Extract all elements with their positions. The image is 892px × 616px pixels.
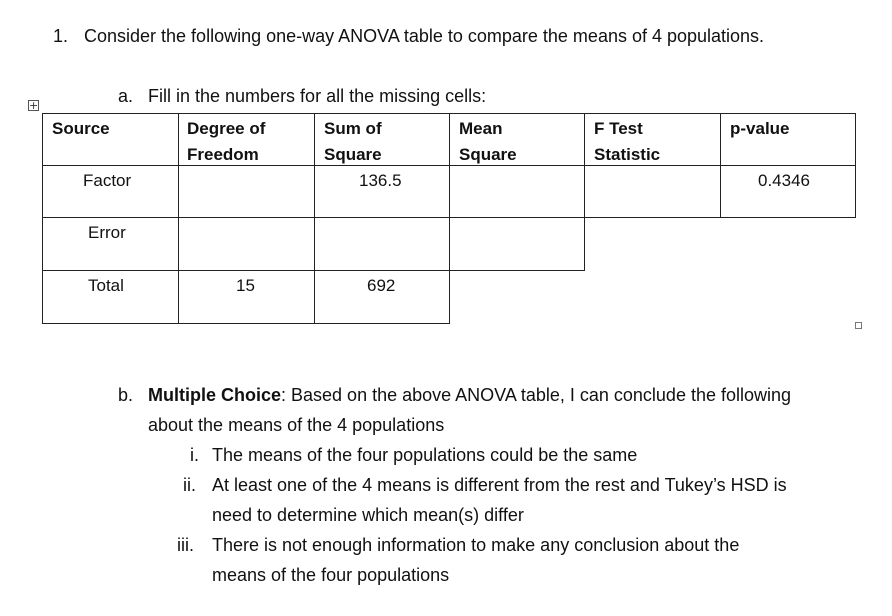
option-ii-line1: At least one of the 4 means is different from the rest and Tukey’s HSD is: [212, 475, 787, 495]
error-source-label: Error: [88, 223, 126, 242]
total-source-label: Total: [88, 276, 124, 295]
question-text: Consider the following one-way ANOVA table to compare the means of 4 populations.: [84, 26, 765, 46]
header-ms-line1: Mean: [459, 119, 503, 138]
question-number: 1.: [53, 26, 69, 46]
header-source: [42, 113, 179, 166]
part-b-bold-label: Multiple Choice: [148, 385, 282, 405]
header-ss-line2: Square: [324, 145, 382, 164]
header-p: [720, 113, 856, 166]
error-ss-cell[interactable]: [314, 217, 450, 271]
part-a-letter: a.: [118, 86, 134, 106]
total-df-value: 15: [236, 276, 255, 295]
factor-df-cell[interactable]: [178, 165, 315, 218]
factor-source-cell: [42, 165, 179, 218]
factor-f-cell[interactable]: [584, 165, 721, 218]
header-ss-line1: Sum of: [324, 119, 382, 138]
option-iii-numeral: iii.: [177, 535, 194, 555]
header-f: [584, 113, 721, 166]
part-b-line2: about the means of the 4 populations: [148, 415, 445, 435]
header-ss: [314, 113, 450, 166]
option-iii-line2: means of the four populations: [212, 565, 450, 585]
factor-source-label: Factor: [83, 171, 132, 190]
header-df-line2: Freedom: [187, 145, 259, 164]
factor-p-value: 0.4346: [758, 171, 810, 190]
factor-ms-cell[interactable]: [449, 165, 585, 218]
total-df-cell[interactable]: [178, 270, 315, 324]
table-move-handle-icon[interactable]: +: [29, 99, 39, 112]
header-df-line1: Degree of: [187, 119, 266, 138]
header-ms-line2: Square: [459, 145, 517, 164]
factor-ss-cell[interactable]: [314, 165, 450, 218]
header-f-line1: F Test: [594, 119, 643, 138]
total-source-cell: [42, 270, 179, 324]
factor-p-cell[interactable]: [720, 165, 856, 218]
option-iii-line1: There is not enough information to make any conclusion about the: [212, 535, 740, 555]
table-resize-handle-icon[interactable]: [855, 322, 862, 329]
option-ii-numeral: ii.: [183, 475, 196, 495]
total-ss-value: 692: [367, 276, 396, 295]
part-b-line1-rest: : Based on the above ANOVA table, I can conclude the following: [281, 385, 792, 405]
part-b-letter: b.: [118, 385, 134, 405]
header-f-line2: Statistic: [594, 145, 661, 164]
header-source-label: Source: [52, 119, 110, 138]
option-i-numeral: i.: [190, 445, 199, 465]
error-df-cell[interactable]: [178, 217, 315, 271]
header-p-label: p-value: [730, 119, 790, 138]
error-source-cell: [42, 217, 179, 271]
header-ms: [449, 113, 585, 166]
option-ii-line2: need to determine which mean(s) differ: [212, 505, 524, 525]
option-i-line1: The means of the four populations could be the same: [212, 445, 638, 465]
error-ms-cell[interactable]: [449, 217, 585, 271]
factor-ss-value: 136.5: [359, 171, 402, 190]
part-a-text: Fill in the numbers for all the missing cells:: [148, 86, 487, 106]
total-ss-cell[interactable]: [314, 270, 450, 324]
part-b-line1: [148, 385, 791, 406]
header-df: [178, 113, 315, 166]
